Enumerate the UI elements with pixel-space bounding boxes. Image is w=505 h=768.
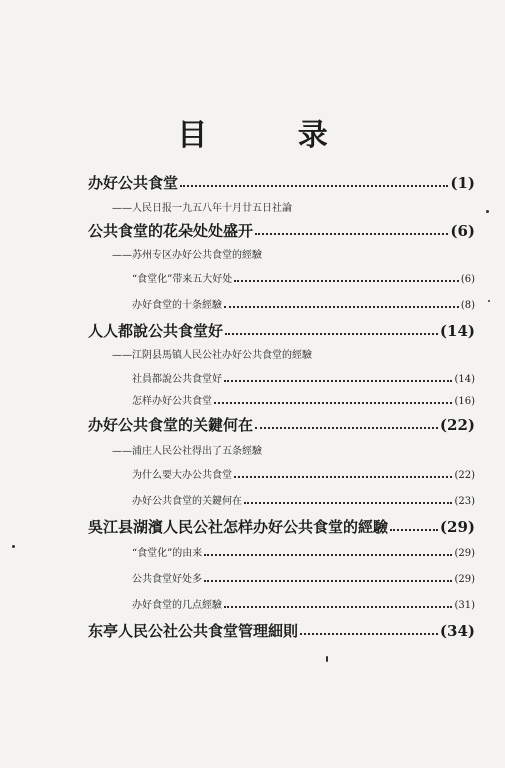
toc-entry-title: 东亭人民公社公共食堂管理細則 [88,622,299,640]
toc-subentry-page: (16) [454,396,475,407]
toc-subentry-title: 办好食堂的几点經驗 [132,600,222,611]
toc-entry-title: 办好公共食堂的关鍵何在 [88,416,254,434]
dot-leader [224,606,452,608]
toc-entry-page: (22) [439,416,475,434]
toc-subentry-page: (8) [460,300,475,311]
toc-subentry-title: 怎样办好公共食堂 [132,396,212,407]
dot-leader [244,502,452,504]
dot-leader [300,633,438,635]
toc-note-text: ——江阴县馬镇人民公社办好公共食堂的經驗 [112,350,312,361]
toc-entry-title: 吳江县湖濱人民公社怎样办好公共食堂的經驗 [88,518,389,536]
toc-subentry-title: 为什么要大办公共食堂 [132,470,232,481]
toc-entry-page: (34) [439,622,475,640]
toc-subentry [132,296,475,311]
page-title: 目 录 [177,118,368,153]
dot-leader [234,280,459,282]
dot-leader [214,402,452,404]
toc-subentry [132,466,475,481]
toc-entry [88,220,475,241]
dot-leader [255,427,438,429]
toc-subentry-page: (29) [454,548,475,559]
toc-subentry-title: 办好公共食堂的关鍵何在 [132,496,242,507]
toc-entry-page: (14) [439,322,475,340]
toc-entry [88,320,475,341]
toc-entry [88,414,475,435]
dot-leader [204,580,452,582]
dot-leader [224,306,459,308]
toc-subentry [132,596,475,611]
toc-note-text: ——浦庄人民公社得出了五条經驗 [112,446,262,457]
toc-subentry [132,570,475,585]
print-speck [488,300,490,302]
toc-subentry-title: “食堂化”的由来 [132,548,203,559]
toc-subentry-title: 办好食堂的十条經驗 [132,300,222,311]
toc-entry [88,172,475,193]
toc-note [112,246,262,261]
toc-subentry [132,370,475,385]
toc-subentry-title: “食堂化”带来五大好处 [132,274,233,285]
toc-entry [88,620,475,641]
print-speck [12,545,15,548]
toc-subentry [132,544,475,559]
toc-subentry [132,492,475,507]
toc-note [112,199,292,214]
toc-entry-title: 人人都說公共食堂好 [88,322,224,340]
toc-subentry [132,270,475,285]
toc-subentry-title: 公共食堂好处多 [132,574,202,585]
dot-leader [255,233,448,235]
toc-entry [88,516,475,537]
toc-subentry-page: (14) [454,374,475,385]
toc-entry-title: 办好公共食堂 [88,174,179,192]
toc-subentry-page: (29) [454,574,475,585]
toc-subentry-title: 社員都說公共食堂好 [132,374,222,385]
dot-leader [204,554,452,556]
dot-leader [180,185,448,187]
toc-subentry-page: (23) [454,496,475,507]
toc-entry-page: (1) [450,174,475,192]
toc-note [112,346,312,361]
toc-subentry-page: (6) [460,274,475,285]
toc-note-text: ——人民日报一九五八年十月廿五日社論 [112,203,292,214]
dot-leader [225,333,438,335]
toc-note-text: ——苏州专区办好公共食堂的經驗 [112,250,262,261]
toc-entry-page: (29) [439,518,475,536]
dot-leader [390,529,438,531]
dot-leader [234,476,452,478]
toc-entry-page: (6) [450,222,475,240]
dot-leader [224,380,452,382]
print-speck [326,656,328,662]
toc-note [112,442,262,457]
toc-subentry [132,392,475,407]
toc-subentry-page: (22) [454,470,475,481]
print-speck [486,210,489,213]
toc-subentry-page: (31) [454,600,475,611]
toc-entry-title: 公共食堂的花朵处处盛开 [88,222,254,240]
